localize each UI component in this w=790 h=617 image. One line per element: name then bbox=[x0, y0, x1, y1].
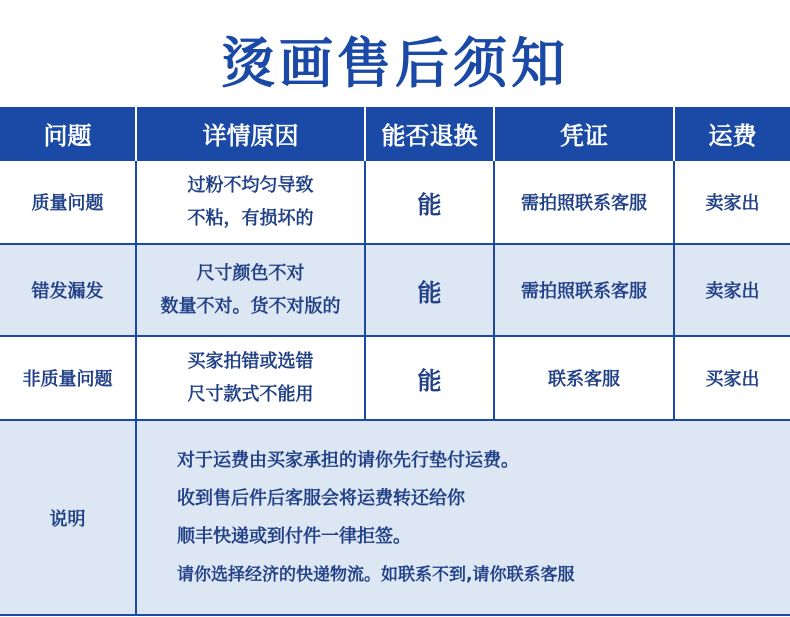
cell-details bbox=[136, 244, 365, 336]
note-line: 顺丰快递或到付件一律拒签。 bbox=[177, 525, 411, 547]
cell-returnable: 能 bbox=[365, 244, 494, 336]
cell-proof: 联系客服 bbox=[494, 336, 674, 420]
cell-proof: 需拍照联系客服 bbox=[494, 244, 674, 336]
table-row bbox=[0, 244, 790, 336]
details-line: 尺寸款式不能用 bbox=[187, 384, 314, 405]
table-row bbox=[0, 336, 790, 420]
header-returnable: 能否退换 bbox=[365, 107, 494, 160]
note-line: 收到售后件后客服会将运费转还给你 bbox=[177, 487, 465, 509]
cell-proof: 需拍照联系客服 bbox=[494, 160, 674, 244]
after-sales-table bbox=[0, 107, 790, 616]
note-line: 请你选择经济的快递物流。如联系不到,请你联系客服 bbox=[177, 564, 575, 585]
details-line: 数量不对。货不对版的 bbox=[160, 296, 341, 317]
header-details: 详情原因 bbox=[136, 107, 365, 160]
notes-label: 说明 bbox=[0, 420, 136, 615]
page-title: 烫画售后须知 bbox=[221, 32, 569, 95]
cell-returnable: 能 bbox=[365, 336, 494, 420]
cell-details bbox=[136, 336, 365, 420]
cell-issue: 错发漏发 bbox=[0, 244, 136, 336]
notes-content bbox=[136, 420, 790, 615]
notes-row bbox=[0, 420, 790, 615]
details-line: 不粘，有损坏的 bbox=[187, 208, 314, 229]
cell-shipping: 买家出 bbox=[674, 336, 790, 420]
details-line: 尺寸颜色不对 bbox=[196, 263, 305, 284]
cell-shipping: 卖家出 bbox=[674, 244, 790, 336]
cell-shipping: 卖家出 bbox=[674, 160, 790, 244]
cell-issue: 质量问题 bbox=[0, 160, 136, 244]
cell-returnable: 能 bbox=[365, 160, 494, 244]
cell-details bbox=[136, 160, 365, 244]
note-line: 对于运费由买家承担的请你先行垫付运费。 bbox=[177, 449, 519, 471]
header-proof: 凭证 bbox=[494, 107, 674, 160]
details-line: 过粉不均匀导致 bbox=[187, 175, 314, 196]
details-line: 买家拍错或选错 bbox=[187, 351, 314, 372]
table-row bbox=[0, 160, 790, 244]
cell-issue: 非质量问题 bbox=[0, 336, 136, 420]
header-issue: 问题 bbox=[0, 107, 136, 160]
table-header-row bbox=[0, 107, 790, 160]
header-shipping: 运费 bbox=[674, 107, 790, 160]
